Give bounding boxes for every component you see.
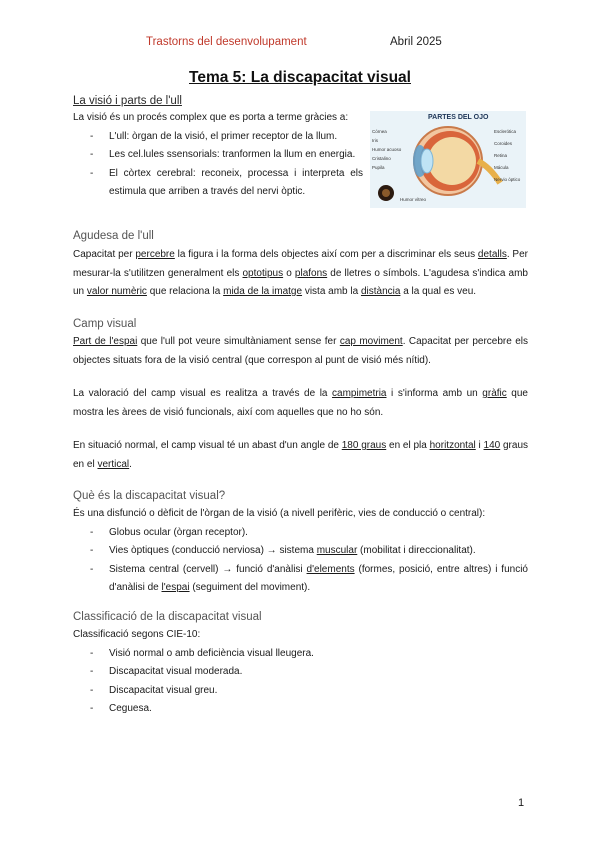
label-macula: Mácula (494, 165, 509, 170)
list-item: - L'ull: òrgan de la visió, el primer receptor de la llum. (73, 128, 363, 147)
section-discapacitat-text (73, 505, 528, 598)
label-pupila: Pupila (372, 165, 385, 170)
page-number: 1 (518, 797, 525, 809)
paragraph: La valoració del camp visual es realitza a través de la campimetria i s'informa amb un gràfic que mostra les àrees de visió funcionals, així com aquelles que no ho són. (73, 388, 528, 418)
paragraph: És una disfunció o dèficit de l'òrgan de la visió (a nivell perifèric, vies de conducció o central): (73, 508, 486, 519)
paragraph: Part de l'espai que l'ull pot veure simultàniament sense fer cap moviment. Capacitat per percebre els objectes situats fora de la visió central (que correspon al punt de visió més nítid). (73, 336, 529, 366)
section-heading-classificacio: Classificació de la discapacitat visual (73, 611, 262, 623)
label-iris: Iris (372, 138, 378, 143)
list-item: - Les cel.lules ssensorials: tranformen la llum en energia. (73, 146, 363, 165)
section-heading-camp-visual: Camp visual (73, 318, 137, 330)
list-item: - Visió normal o amb deficiència visual lleugera. (73, 645, 528, 664)
paragraph: Classificació segons CIE-10: (73, 629, 201, 640)
eye-diagram (370, 111, 526, 208)
label-cristalino: Cristalino (372, 156, 391, 161)
bullet-list (73, 645, 528, 719)
section-vision-text (73, 109, 363, 202)
section-heading-vision: La visió i parts de l'ull (73, 95, 182, 107)
list-item: - Sistema central (cervell) → funció d'anàlisi d'elements (formes, posició, entre altres) i funció d'anàlisi de l'espai (seguiment del moviment). (73, 561, 528, 598)
paragraph: La visió és un procés complex que es porta a terme gràcies a: (73, 112, 349, 123)
label-coroides: Coroides (494, 141, 513, 146)
label-cornea: Córnea (372, 129, 387, 134)
section-classificacio-text (73, 626, 528, 719)
list-item: - Vies òptiques (conducció nerviosa) → sistema muscular (mobilitat i direccionalitat). (73, 542, 528, 561)
bullet-list (73, 524, 528, 598)
page-title: Tema 5: La discapacitat visual (189, 69, 411, 86)
list-item: - Discapacitat visual moderada. (73, 663, 528, 682)
section-heading-agudesa: Agudesa de l'ull (73, 230, 154, 242)
list-item: - Discapacitat visual greu. (73, 682, 528, 701)
label-humor-vitreo: Humor vítreo (400, 197, 427, 202)
label-retina: Retina (494, 153, 508, 158)
list-item: - Ceguesa. (73, 700, 528, 719)
label-esclerotica: Esclerótica (494, 129, 517, 134)
paragraph: Capacitat per percebre la figura i la forma dels objectes així com per a discriminar els seus detalls. Per mesurar-la s'utilitzen generalment els optotipus o plafons de lletres o símbols. L'agudesa s'indica amb un valor numèric que relaciona la mida de la imatge vista amb la distància a la qual es veu. (73, 249, 528, 297)
bullet-list (73, 128, 363, 202)
eye-anatomy-figure (370, 111, 526, 208)
header-course: Trastorns del desenvolupament (146, 36, 307, 48)
label-nervio-optico: Nervio óptico (494, 177, 521, 182)
figure-title: PARTES DEL OJO (428, 114, 489, 121)
label-humor-acuoso: Humor acuoso (372, 147, 402, 152)
list-item: - Globus ocular (òrgan receptor). (73, 524, 528, 543)
paragraph: En situació normal, el camp visual té un abast d'un angle de 180 graus en el pla horitzontal i 140 graus en el vertical. (73, 440, 529, 470)
header-date: Abril 2025 (390, 36, 442, 48)
section-heading-discapacitat: Què és la discapacitat visual? (73, 490, 226, 502)
list-item: - El còrtex cerebral: reconeix, processa i interpreta els estimula que arriben a través del nervi òptic. (73, 165, 363, 202)
